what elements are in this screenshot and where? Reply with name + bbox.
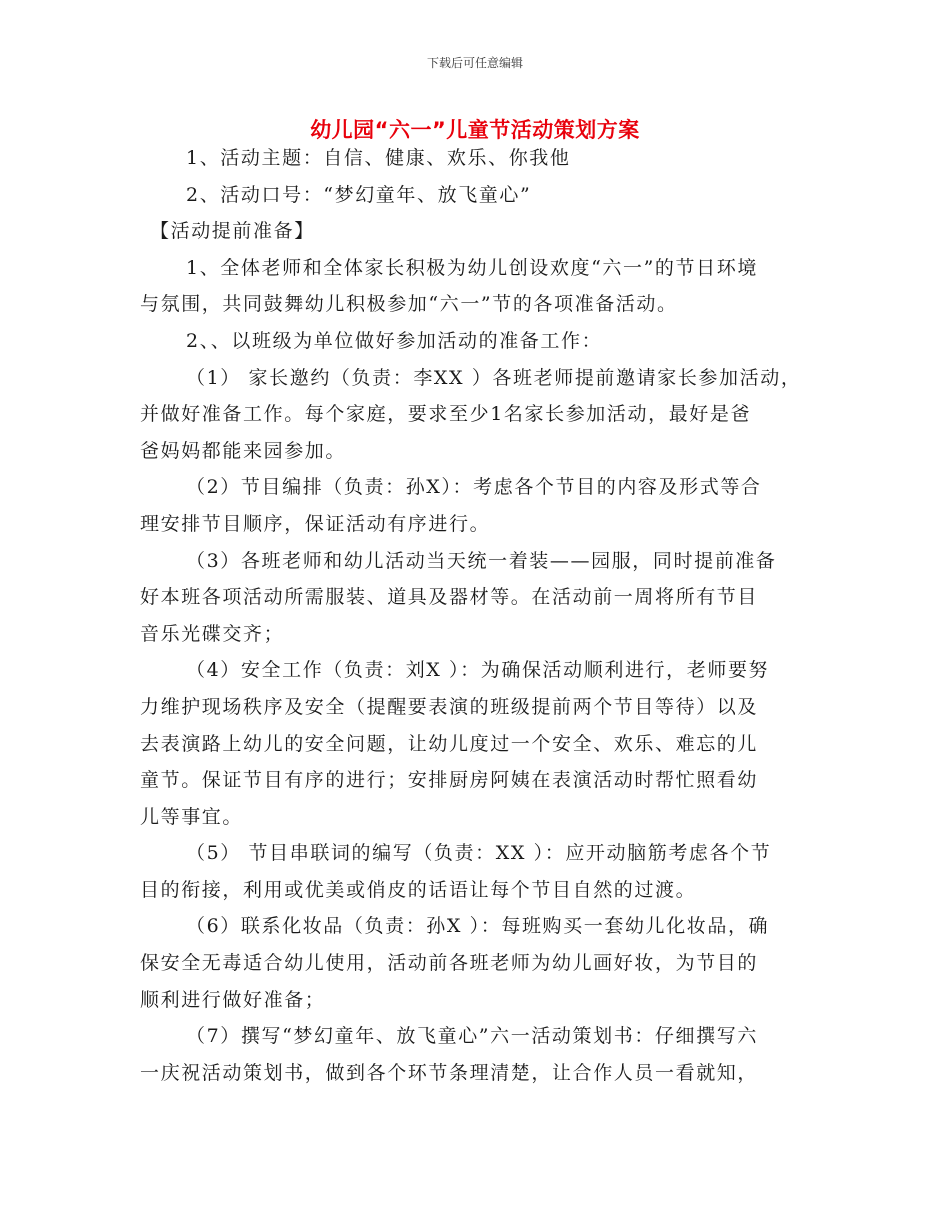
body-line: 理安排节目顺序，保证活动有序进行。 xyxy=(140,512,491,535)
body-line: 一庆祝活动策划书，做到各个环节条理清楚，让合作人员一看就知， xyxy=(140,1061,759,1084)
body-line: 1、活动主题：自信、健康、欢乐、你我他 xyxy=(186,147,571,169)
header-note: 下载后可任意编辑 xyxy=(426,56,523,70)
body-line: 爸妈妈都能来园参加。 xyxy=(140,439,347,462)
body-line: 好本班各项活动所需服装、道具及器材等。在活动前一周将所有节目 xyxy=(140,586,759,609)
body-line: （3）各班老师和幼儿活动当天统一着装——园服，同时提前准备 xyxy=(186,549,777,572)
body-line: 并做好准备工作。每个家庭，要求至少1名家长参加活动，最好是爸 xyxy=(140,403,752,426)
body-line: 与氛围，共同鼓舞幼儿积极参加“六一”节的各项准备活动。 xyxy=(140,293,678,316)
body-line: 2、活动口号：“梦幻童年、放飞童心” xyxy=(186,183,532,206)
body-line: 顺利进行做好准备； xyxy=(140,988,326,1011)
body-line: 音乐光碟交齐； xyxy=(140,622,285,645)
document-body xyxy=(140,140,820,1091)
body-line: 保安全无毒适合幼儿使用，活动前各班老师为幼儿画好妆，为节目的 xyxy=(140,952,759,975)
body-line: 童节。保证节目有序的进行；安排厨房阿姨在表演活动时帮忙照看幼 xyxy=(140,769,759,792)
body-line: （7）撰写“梦幻童年、放飞童心”六一活动策划书：仔细撰写六 xyxy=(186,1025,758,1048)
body-line: （6）联系化妆品（负责：孙X ）：每班购买一套幼儿化妆品，确 xyxy=(186,915,770,938)
body-line: （4）安全工作（负责：刘X ）：为确保活动顺利进行，老师要努 xyxy=(186,659,770,682)
body-line: （1） 家长邀约（负责：李XX ）各班老师提前邀请家长参加活动， xyxy=(186,366,802,389)
body-line: 1、全体老师和全体家长积极为幼儿创设欢度“六一”的节日环境 xyxy=(186,256,758,279)
document-title: 幼儿园“六一”儿童节活动策划方案 xyxy=(310,118,640,142)
body-line: 【活动提前准备】 xyxy=(150,220,315,243)
body-line: 去表演路上幼儿的安全问题，让幼儿度过一个安全、欢乐、难忘的儿 xyxy=(140,732,759,755)
body-line: 2、、以班级为单位做好参加活动的准备工作： xyxy=(186,329,603,352)
body-line: 目的衔接，利用或优美或俏皮的话语让每个节目自然的过渡。 xyxy=(140,878,697,901)
body-line: （5） 节目串联词的编写（负责：XX ）：应开动脑筋考虑各个节 xyxy=(186,842,772,865)
body-line: 力维护现场秩序及安全（提醒要表演的班级提前两个节目等待）以及 xyxy=(140,695,759,718)
body-line: 儿等事宜。 xyxy=(140,805,244,828)
body-line: （2）节目编排（负责：孙X）：考虑各个节目的内容及形式等合 xyxy=(186,476,762,499)
